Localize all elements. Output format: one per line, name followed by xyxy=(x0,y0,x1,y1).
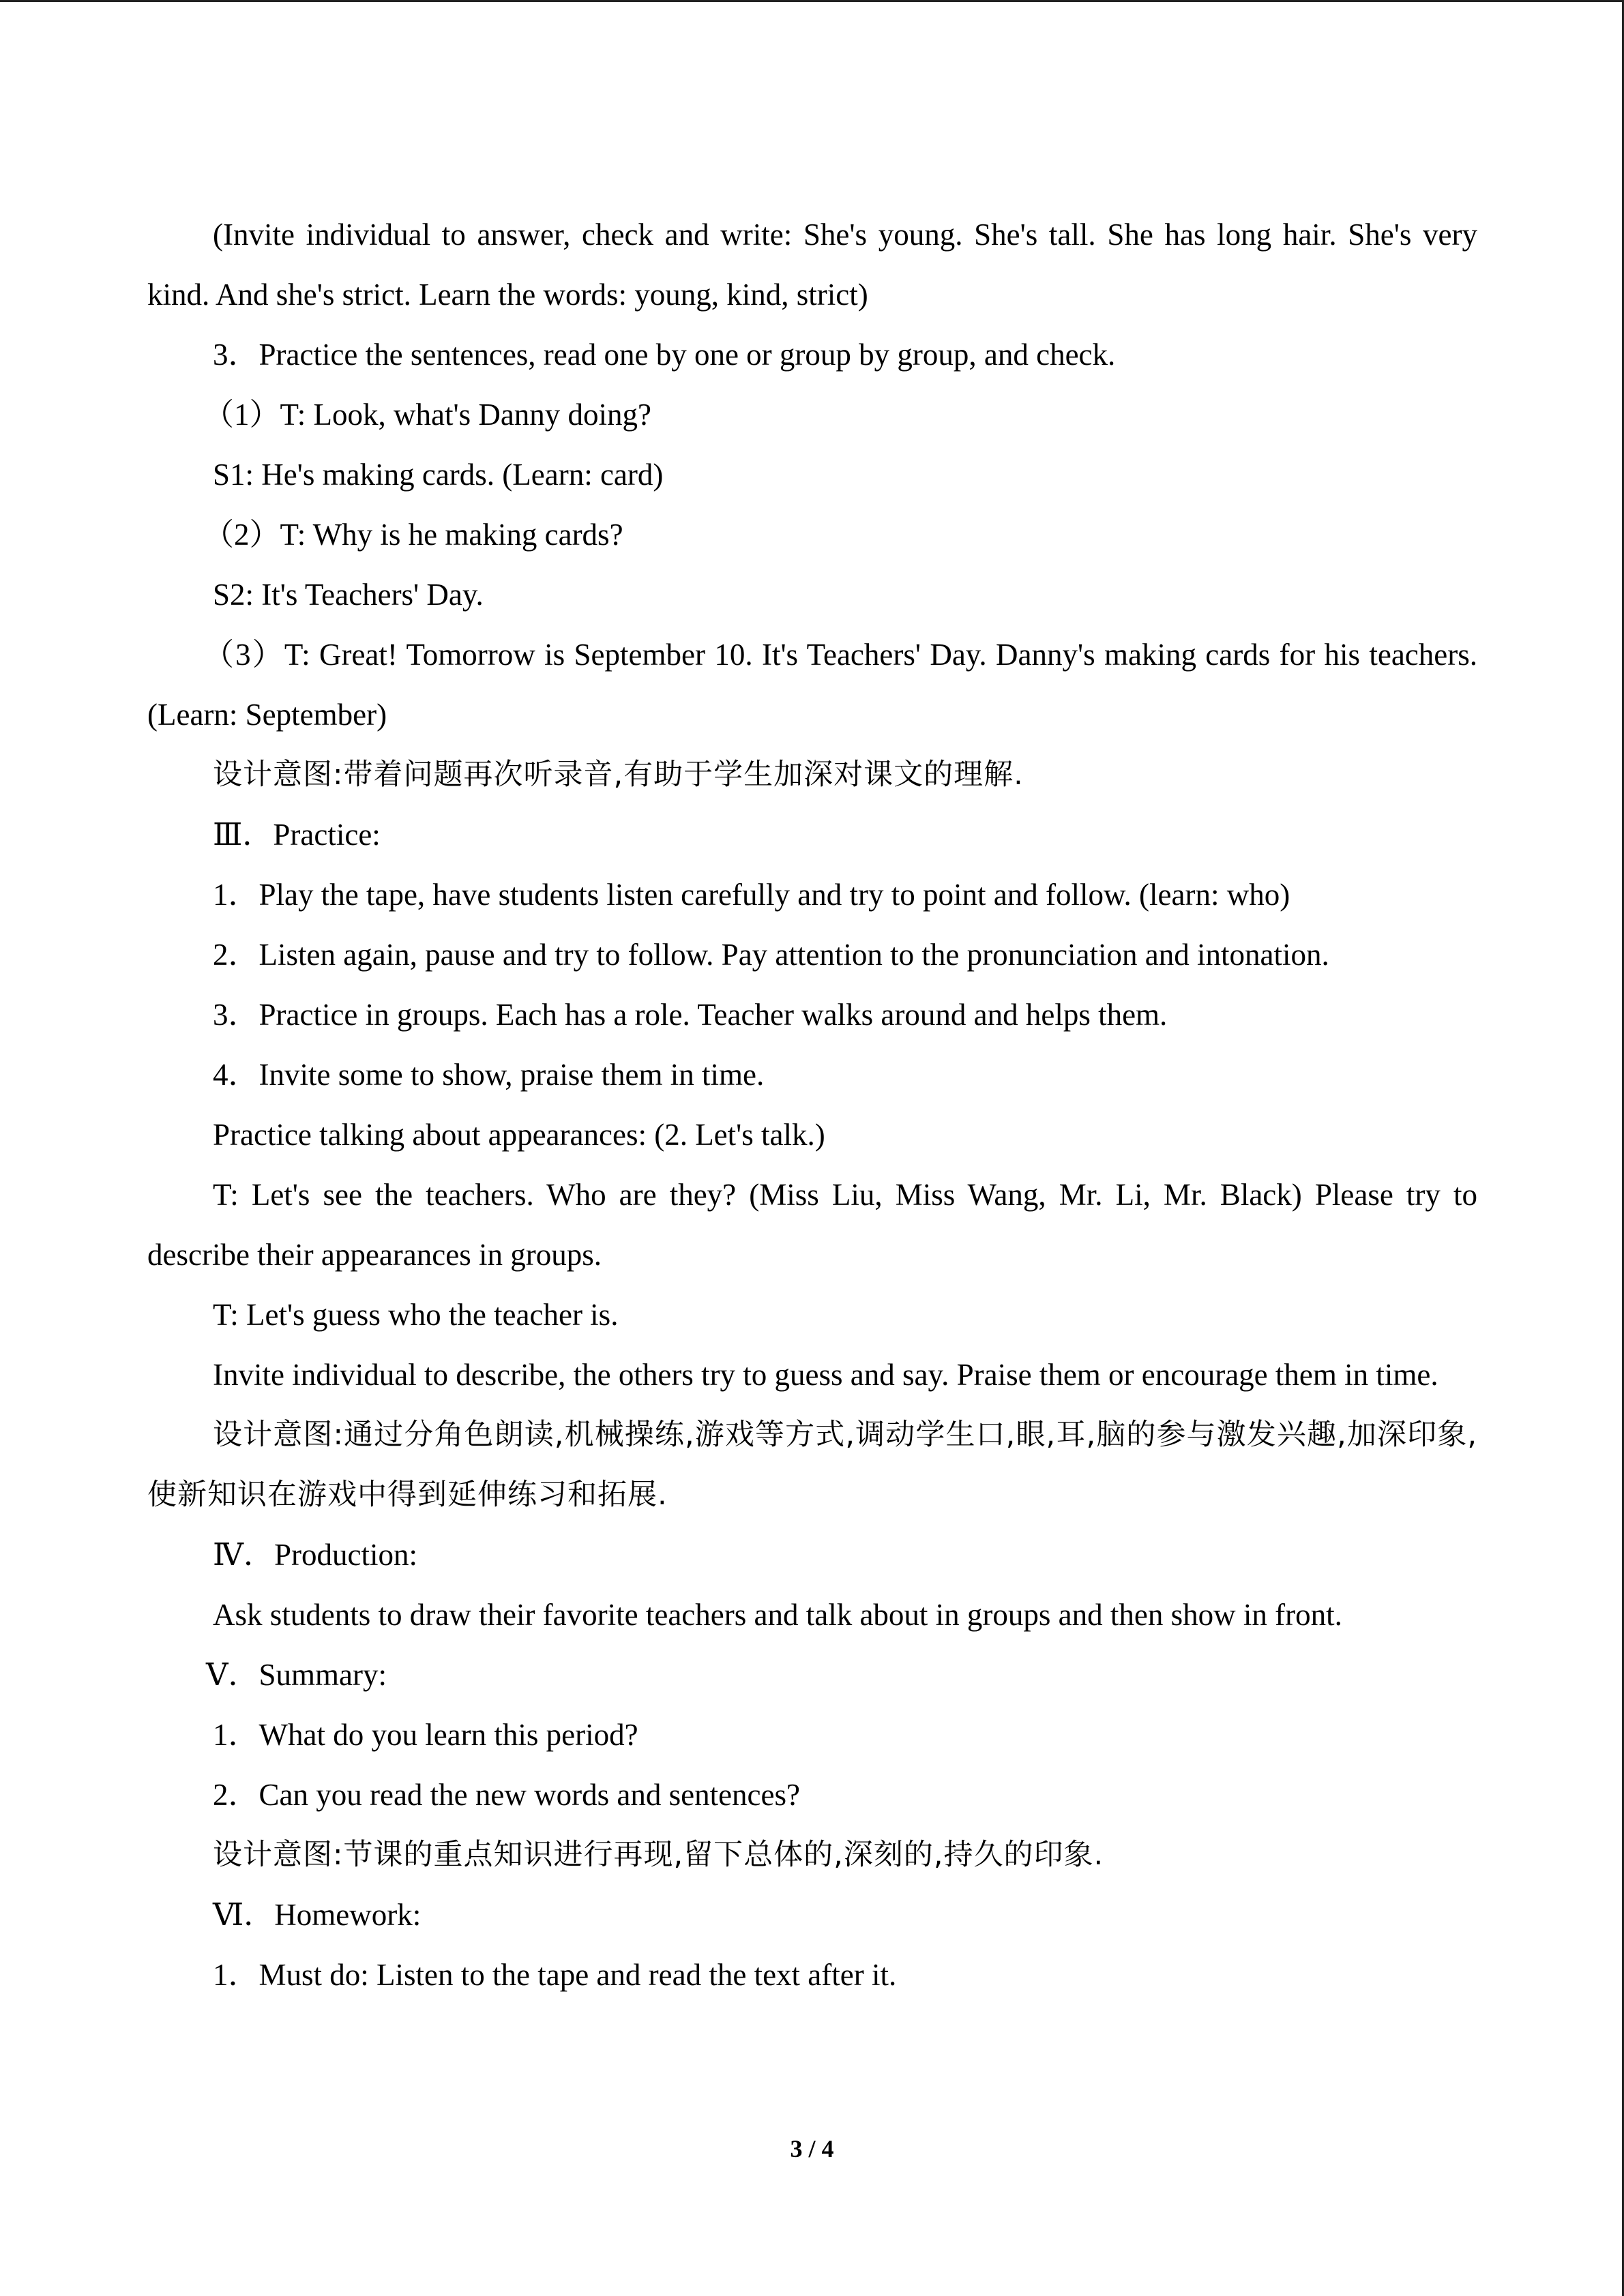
dialogue-q1: （1）T: Look, what's Danny doing? xyxy=(203,398,652,432)
homework-must-do: 1．Must do: Listen to the tape and read the text after it. xyxy=(213,1958,897,1992)
section-homework-heading: Ⅵ．Homework: xyxy=(213,1898,422,1932)
document-body xyxy=(147,205,1477,2005)
practice-step-4: 4．Invite some to show, praise them in time. xyxy=(213,1058,765,1092)
section-practice-heading: Ⅲ．Practice: xyxy=(213,818,381,852)
paragraph-invite-answer: (Invite individual to answer, check and write: She's young. She's tall. She has long hair. She's very kind. And she's strict. Learn the words: young, kind, strict) xyxy=(147,218,1477,312)
step-3-practice-sentences: 3．Practice the sentences, read one by one or group by group, and check. xyxy=(213,338,1116,372)
practice-step-1: 1．Play the tape, have students listen carefully and try to point and follow. (learn: who) xyxy=(213,878,1290,912)
design-intent-1: 设计意图:带着问题再次听录音,有助于学生加深对课文的理解. xyxy=(213,758,1024,792)
summary-q2: 2．Can you read the new words and sentences? xyxy=(213,1778,800,1812)
dialogue-s1: S1: He's making cards. (Learn: card) xyxy=(213,458,664,492)
practice-appearances: Practice talking about appearances: (2. Let's talk.) xyxy=(213,1118,825,1152)
practice-step-3: 3．Practice in groups. Each has a role. Teacher walks around and helps them. xyxy=(213,998,1168,1032)
summary-q1: 1．What do you learn this period? xyxy=(213,1718,638,1752)
production-task: Ask students to draw their favorite teachers and talk about in groups and then show in front. xyxy=(213,1598,1342,1632)
design-intent-2: 设计意图:通过分角色朗读,机械操练,游戏等方式,调动学生口,眼,耳,脑的参与激发兴趣,加深印象,使新知识在游戏中得到延伸练习和拓展. xyxy=(147,1418,1477,1512)
design-intent-3: 设计意图:节课的重点知识进行再现,留下总体的,深刻的,持久的印象. xyxy=(213,1838,1104,1872)
dialogue-s2: S2: It's Teachers' Day. xyxy=(213,578,484,612)
teacher-see-teachers: T: Let's see the teachers. Who are they? (Miss Liu, Miss Wang, Mr. Li, Mr. Black) Please try to describe their appearances in groups. xyxy=(147,1178,1477,1272)
practice-step-2: 2．Listen again, pause and try to follow. Pay attention to the pronunciation and intonation. xyxy=(213,938,1329,972)
dialogue-q3: （3）T: Great! Tomorrow is September 10. It's Teachers' Day. Danny's making cards for his teachers. (Learn: September) xyxy=(147,638,1477,732)
dialogue-q2: （2）T: Why is he making cards? xyxy=(203,518,623,552)
invite-describe: Invite individual to describe, the others try to guess and say. Praise them or encourage them in time. xyxy=(213,1358,1438,1392)
section-production-heading: Ⅳ．Production: xyxy=(213,1538,417,1572)
page-number: 3 / 4 xyxy=(790,2135,834,2162)
section-summary-heading: Ⅴ．Summary: xyxy=(206,1658,387,1692)
teacher-guess: T: Let's guess who the teacher is. xyxy=(213,1298,619,1332)
